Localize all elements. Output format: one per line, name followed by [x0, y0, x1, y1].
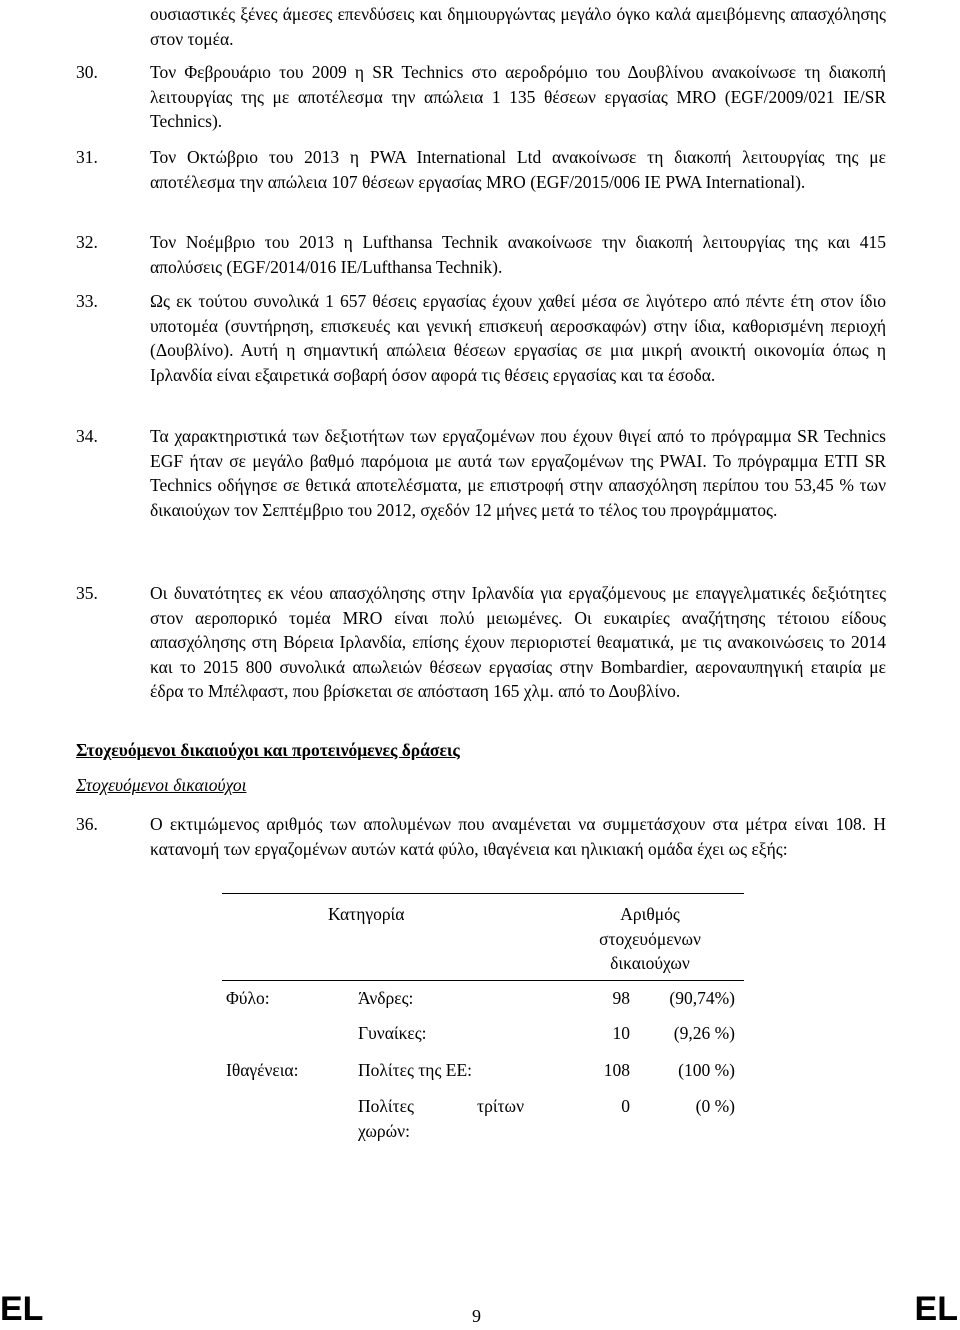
- paragraph-number: 35.: [76, 583, 98, 603]
- table-header-rule: [222, 980, 744, 981]
- paragraph-number: 33.: [76, 291, 98, 311]
- table-cell-percent: (9,26 %): [673, 1023, 735, 1043]
- paragraph-35: [76, 581, 886, 704]
- table-cell-label: Άνδρες:: [358, 988, 414, 1008]
- paragraph-31: [76, 145, 886, 194]
- table-cell-label: Πολίτες τρίτων χωρών:: [358, 1096, 524, 1141]
- paragraph-34: [76, 424, 886, 522]
- paragraph-text: Τα χαρακτηριστικά των δεξιοτήτων των εργαζομένων που έχουν θιγεί από το πρόγραμμα SR Technics EGF ήταν σε μεγάλο βαθμό παρόμοια με αυτά των εργαζομένων της PWAI. Το πρόγραμμα ΕΤΠ SR Technics οδήγησε σε θετικά αποτελέσματα, με επιστροφή στην απασχόληση περίπου του 53,45 % των δικαιούχων τον Σεπτέμβριο του 2012, σχεδόν 12 μήνες μετά το τέλος του προγράμματος.: [150, 426, 886, 520]
- paragraph-text: Ως εκ τούτου συνολικά 1 657 θέσεις εργασίας έχουν χαθεί μέσα σε λιγότερο από πέντε έτη στον ίδιο υποτομέα (συντήρηση, επισκευές και γενική επισκευή αεροσκαφών) στην ίδια, καθορισμένη περιοχή (Δουβλίνο). Αυτή η σημαντική απώλεια θέσεων εργασίας σε μια μικρή ανοικτή οικονομία όπως η Ιρλανδία είναι εξαιρετικά σοβαρή όσον αφορά τις θέσεις εργασίας και τα έσοδα.: [150, 291, 886, 385]
- table-header-number: Αριθμός στοχευόμενων δικαιούχων: [599, 904, 701, 973]
- table-top-rule: [222, 893, 744, 894]
- table-cell-label: Γυναίκες:: [358, 1023, 427, 1043]
- paragraph-text: Τον Οκτώβριο του 2013 η PWA International Ltd ανακοίνωσε τη διακοπή λειτουργίας της με αποτέλεσμα την απώλεια 107 θέσεων εργασίας MRO (EGF/2015/006 IE PWA International).: [150, 147, 886, 192]
- page-number: 9: [472, 1306, 481, 1326]
- table-cell-count: 108: [603, 1060, 630, 1080]
- intro-continuation: ουσιαστικές ξένες άμεσες επενδύσεις και δημιουργώντας μεγάλο όγκο καλά αμειβόμενης απασχόλησης στον τομέα.: [150, 4, 886, 49]
- paragraph-number: 34.: [76, 426, 98, 446]
- table-cell-group: Φύλο:: [226, 988, 270, 1008]
- table-cell-group: Ιθαγένεια:: [226, 1060, 299, 1080]
- paragraph-number: 36.: [76, 814, 98, 834]
- paragraph-32: [76, 230, 886, 279]
- paragraph-text: Ο εκτιμώμενος αριθμός των απολυμένων που αναμένεται να συμμετάσχουν στα μέτρα είναι 108. Η κατανομή των εργαζομένων αυτών κατά φύλο, ιθαγένεια και ηλικιακή ομάδα έχει ως εξής:: [150, 814, 886, 859]
- table-cell-count: 98: [612, 988, 630, 1008]
- paragraph-33: [76, 289, 886, 387]
- paragraph-text: Οι δυνατότητες εκ νέου απασχόλησης στην Ιρλανδία για εργαζόμενους με επαγγελματικές δεξιότητες στον αεροπορικό τομέα MRO είναι πολύ μειωμένες. Οι ευκαιρίες αναζήτησης τέτοιου είδους απασχόλησης στη Βόρεια Ιρλανδία, επίσης έχουν περιοριστεί θεαματικά, με τις ανακοινώσεις το 2014 και το 2015 800 συνολικά απωλειών θέσεων εργασίας στην Bombardier, αεροναυπηγική εταιρία με έδρα το Μπέλφαστ, που βρίσκεται σε απόσταση 165 χλμ. από το Δουβλίνο.: [150, 583, 886, 701]
- paragraph-30: [76, 60, 886, 134]
- table-cell-count: 10: [612, 1023, 630, 1043]
- footer-language-right: EL: [914, 1290, 958, 1328]
- paragraph-text: Τον Φεβρουάριο του 2009 η SR Technics στο αεροδρόμιο του Δουβλίνου ανακοίνωσε τη διακοπή λειτουργίας της με αποτέλεσμα την απώλεια 1 135 θέσεων εργασίας MRO (EGF/2009/021 IE/SR Technics).: [150, 62, 886, 131]
- paragraph-number: 32.: [76, 232, 98, 252]
- table-header-category: Κατηγορία: [328, 904, 405, 924]
- paragraph-number: 31.: [76, 147, 98, 167]
- section-heading: Στοχευόμενοι δικαιούχοι και προτεινόμενες δράσεις: [76, 740, 460, 760]
- table-cell-percent: (0 %): [695, 1096, 735, 1116]
- section-subheading: Στοχευόμενοι δικαιούχοι: [76, 775, 247, 795]
- paragraph-text: Τον Νοέμβριο του 2013 η Lufthansa Technik ανακοίνωσε την διακοπή λειτουργίας της και 415 απολύσεις (EGF/2014/016 IE/Lufthansa Technik).: [150, 232, 886, 277]
- table-cell-percent: (100 %): [678, 1060, 735, 1080]
- paragraph-36: [76, 812, 886, 861]
- paragraph-number: 30.: [76, 62, 98, 82]
- footer-language-left: EL: [0, 1290, 44, 1328]
- table-cell-label: Πολίτες της ΕΕ:: [358, 1060, 472, 1080]
- table-cell-percent: (90,74%): [669, 988, 735, 1008]
- table-cell-count: 0: [621, 1096, 630, 1116]
